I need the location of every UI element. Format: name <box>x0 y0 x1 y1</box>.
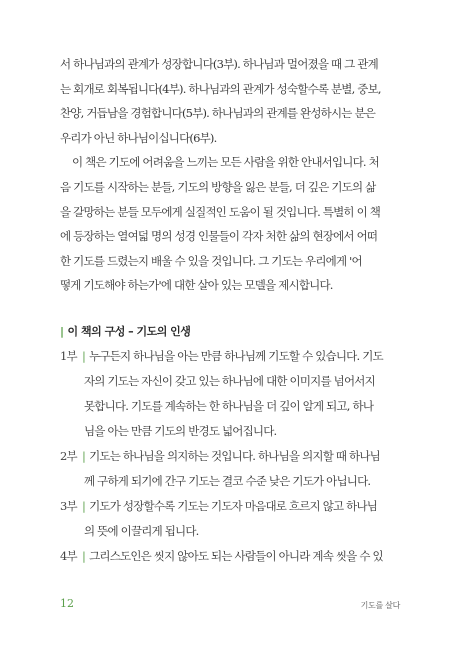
part-separator: | <box>82 449 86 463</box>
running-head: 기도를 살다 <box>360 601 400 610</box>
list-text: 기도는 하나님을 의지하는 것입니다. 하나님을 의지할 때 하나님 <box>89 449 380 463</box>
text-line: 을 갈망하는 분들 모두에게 실질적인 도움이 될 것입니다. 특별히 이 책 <box>60 204 381 219</box>
list-text: 자의 기도는 자신이 갖고 있는 하나님에 대한 이미지를 넘어서지 <box>84 374 375 388</box>
part-number: 3부 <box>60 499 77 513</box>
text-line: 우리가 아닌 하나님이십니다(6부). <box>60 130 217 145</box>
list-item-line <box>60 419 390 444</box>
text-line: 는 회개로 회복됩니다(4부). 하나님과의 관계가 성숙할수록 분별, 중보, <box>60 81 381 96</box>
list-item-line <box>60 394 390 419</box>
text-line: 떻게 기도해야 하는가'에 대한 살아 있는 모델을 제시합니다. <box>60 278 333 293</box>
list-text: 그리스도인은 씻지 않아도 되는 사람들이 아니라 계속 씻을 수 있 <box>89 549 383 563</box>
text-line: 서 하나님과의 관계가 성장합니다(3부). 하나님과 멀어졌을 때 그 관계 <box>60 57 378 71</box>
list-text: 못합니다. 기도를 계속하는 한 하나님을 더 깊이 알게 되고, 하나 <box>84 399 374 413</box>
part-separator: | <box>82 549 86 563</box>
list-item-line <box>60 369 390 394</box>
list-text: 기도가 성장할수록 기도는 기도자 마음대로 흐르지 않고 하나님 <box>89 499 378 513</box>
text-line: 에 등장하는 열여덟 명의 성경 인물들이 각자 처한 삶의 현장에서 어떠 <box>60 229 378 244</box>
section-heading <box>60 323 190 339</box>
part-separator: | <box>82 499 86 513</box>
part-number: 4부 <box>60 549 77 563</box>
part-number: 1부 <box>60 349 77 363</box>
list-item-line <box>60 444 390 469</box>
body-text <box>60 52 390 298</box>
page-number: 12 <box>60 597 74 610</box>
text-line: 한 기도를 드렸는지 배울 수 있을 것입니다. 그 기도는 우리에게 '어 <box>60 253 362 268</box>
parts-list <box>60 344 390 569</box>
list-text: 누구든지 하나님을 아는 만큼 하나님께 기도할 수 있습니다. 기도 <box>89 349 383 363</box>
list-item-line <box>60 544 390 569</box>
list-item-line <box>60 469 390 494</box>
text-line: 찬양, 거듭남을 경험합니다(5부). 하나님과의 관계를 완성하시는 분은 <box>60 106 376 121</box>
part-separator: | <box>82 349 86 363</box>
part-number: 2부 <box>60 449 77 463</box>
list-item-line <box>60 344 390 369</box>
text-line: 음 기도를 시작하는 분들, 기도의 방향을 잃은 분들, 더 깊은 기도의 삶 <box>60 179 376 194</box>
heading-text: 이 책의 구성 – 기도의 인생 <box>67 325 191 338</box>
heading-bar: | <box>60 325 64 338</box>
list-item-line <box>60 494 390 519</box>
list-item-line <box>60 519 390 544</box>
list-text: 님을 아는 만큼 기도의 반경도 넓어집니다. <box>84 424 277 438</box>
list-text: 께 구하게 되기에 간구 기도는 결코 수준 낮은 기도가 아닙니다. <box>84 474 371 488</box>
list-text: 의 뜻에 이끌리게 됩니다. <box>84 524 199 538</box>
text-line: 이 책은 기도에 어려움을 느끼는 모든 사람을 위한 안내서입니다. 처 <box>72 155 379 170</box>
